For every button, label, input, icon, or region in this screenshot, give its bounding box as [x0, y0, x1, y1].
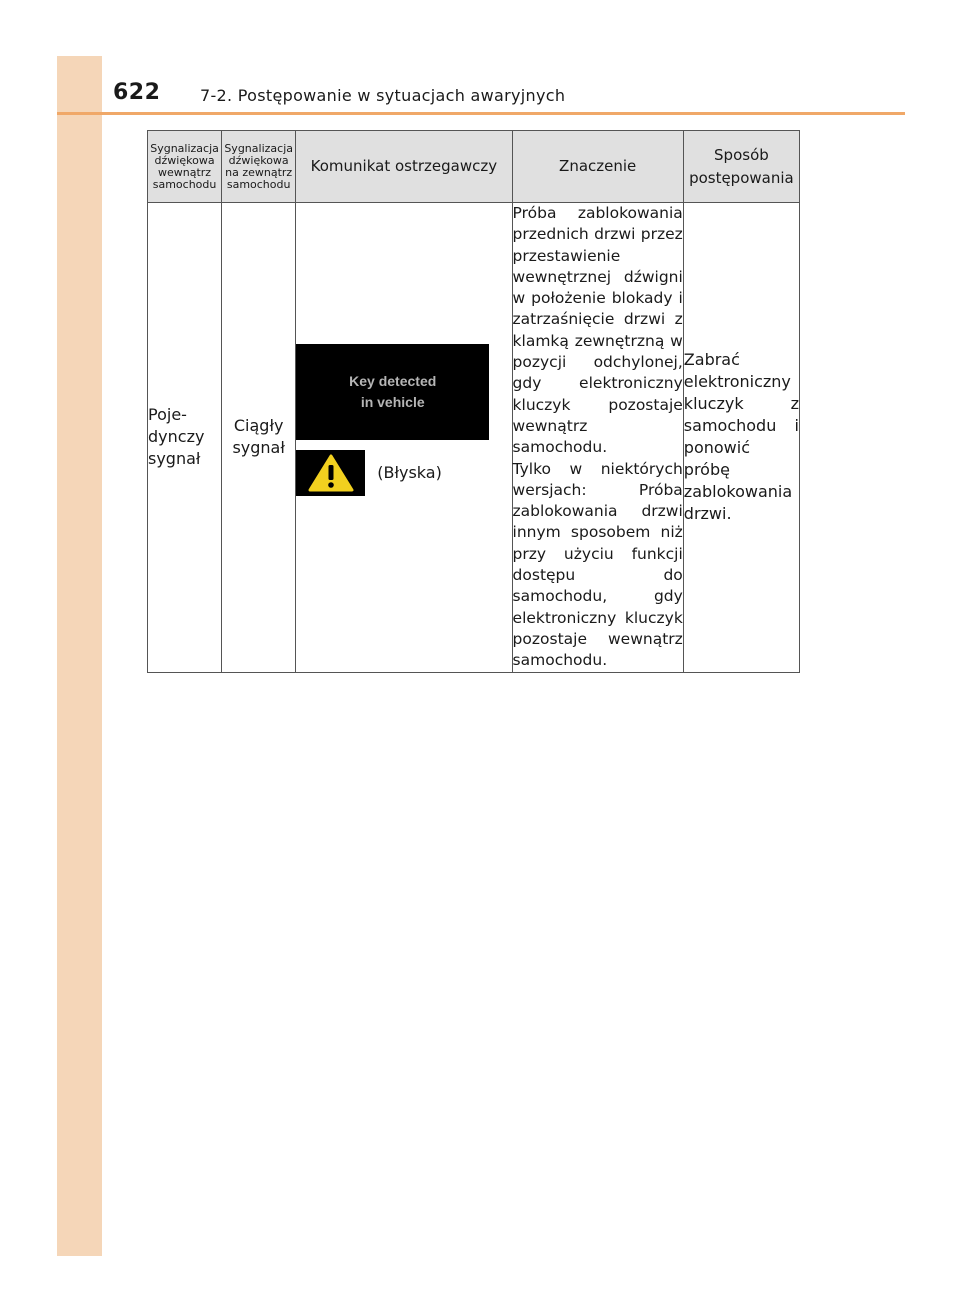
screen-line-2: in vehicle	[360, 393, 425, 410]
cell-meaning	[512, 203, 683, 673]
exclamation-triangle-icon	[308, 454, 354, 492]
blink-label: (Błyska)	[377, 463, 442, 483]
cell-action	[683, 203, 799, 673]
meaning-paragraph-2: Tylko w niektórych wersjach: Próba zablokowania drzwi innym sposobem niż przy użyciu funkcji dostępu do samochodu, gdy elektroniczny kluczyk pozostaje wewnątrz samochodu.	[512, 459, 683, 670]
side-margin-bar	[57, 56, 102, 1256]
outside-sound-text: Ciągły sygnał	[232, 416, 285, 458]
section-title: 7-2. Postępowanie w sytuacjach awaryjnych	[200, 86, 566, 105]
page-number: 622	[113, 80, 161, 105]
inside-sound-text: Poje- dynczy sygnał	[148, 405, 205, 469]
header-action: Sposób postępowania	[683, 131, 799, 203]
header-rule	[57, 112, 905, 115]
warning-indicator-row	[296, 450, 511, 496]
cell-inside-sound	[148, 203, 222, 673]
header-meaning: Znaczenie	[512, 131, 683, 203]
screen-line-1: Key detected	[349, 372, 437, 389]
header-inside-sound: Sygnalizacja dźwiękowa wewnątrz samochodu	[148, 131, 222, 203]
table-header-row	[148, 131, 800, 203]
table-row	[148, 203, 800, 673]
action-text: Zabrać elektroniczny kluczyk z samochodu i ponowić próbę zablokowania drzwi.	[683, 350, 799, 524]
header-warning-message: Komunikat ostrzegawczy	[296, 131, 512, 203]
meaning-paragraph-1: Próba zablokowania przednich drzwi przez przestawienie wewnętrznej dźwigni w położenie blokady i zatrzaśnięcie drzwi z klamką zewnętrzną w pozycji odchylonej, gdy elektroniczny kluczyk pozostaje wewnątrz samochodu.	[512, 204, 683, 457]
display-screen-image	[296, 344, 489, 440]
cell-warning-message	[296, 203, 512, 673]
header-outside-sound: Sygnalizacja dźwiękowa na zewnątrz samochodu	[222, 131, 296, 203]
cell-outside-sound	[222, 203, 296, 673]
warning-icon-box	[296, 450, 365, 496]
warning-table	[147, 130, 800, 673]
